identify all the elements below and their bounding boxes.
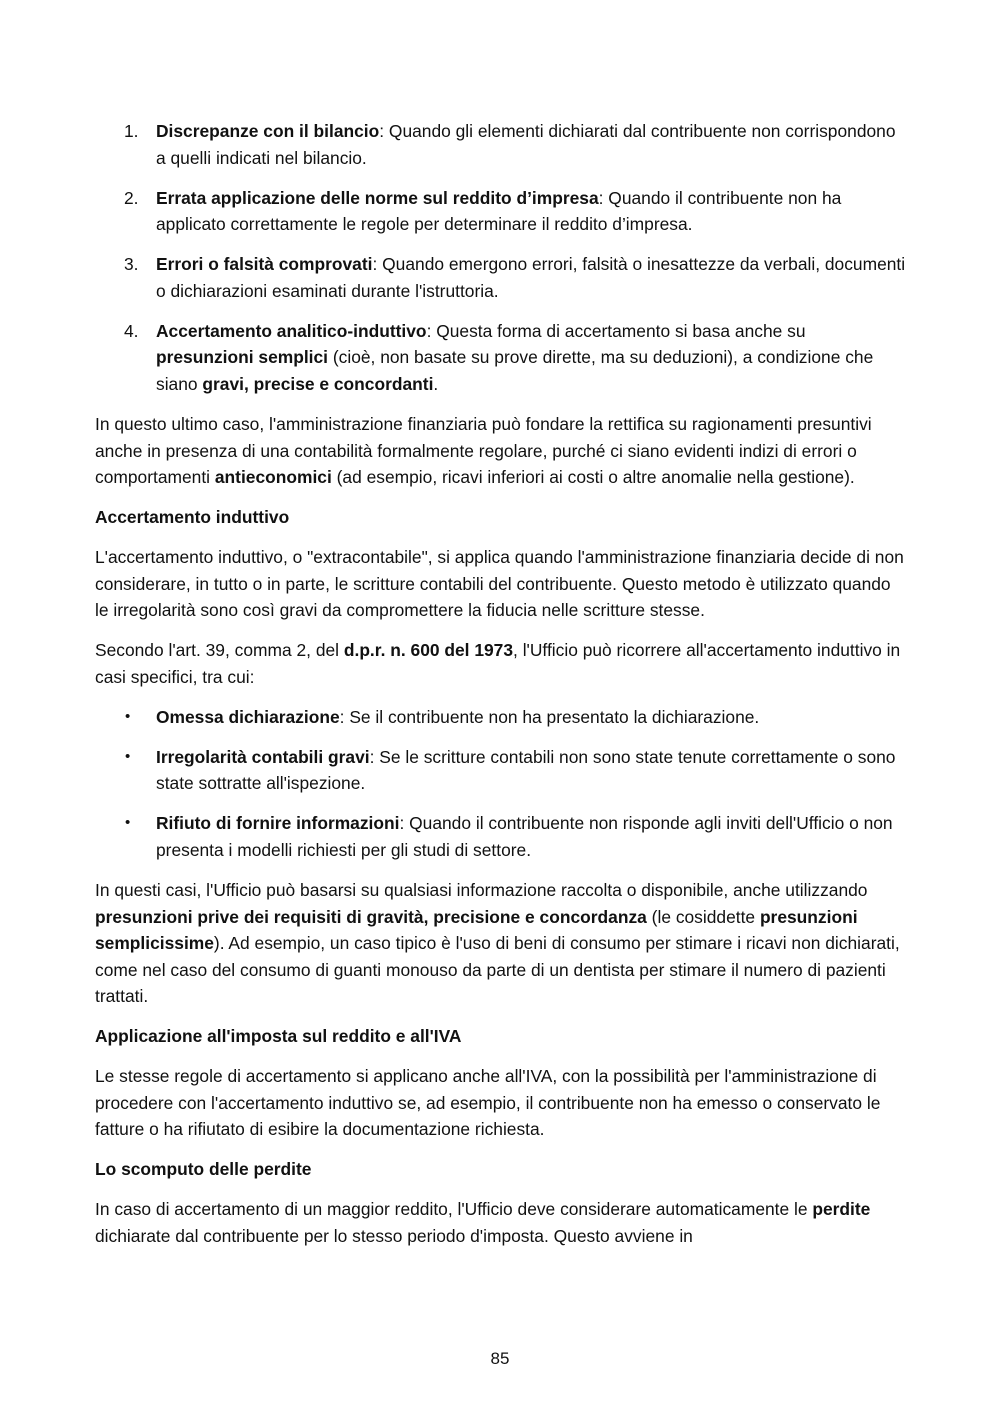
list-number: 1. (124, 121, 139, 141)
section-heading: Accertamento induttivo (95, 507, 290, 528)
text-run: ). Ad esempio, un caso tipico è l'uso di beni di consumo per stimare i ricavi non dichiarati, come nel caso del consumo di guanti monouso da parte di un dentista per stimare il numero di pazienti trattati. (95, 933, 900, 1007)
section-heading: Lo scomputo delle perdite (95, 1159, 312, 1180)
term-bold: perdite (812, 1199, 871, 1220)
document-page (95, 118, 907, 1263)
paragraph-induttivo: L'accertamento induttivo, o "extracontabile", si applica quando l'amministrazione finanziaria decide di non considerare, in tutto o in parte, le scritture contabili del contribuente. Questo metodo è utilizzato quando le irregolarità sono così gravi da compromettere la fiducia nelle scritture stesse. (95, 547, 904, 621)
list-number: 4. (124, 320, 139, 341)
item-text: : Quando il contribuente non risponde agli inviti dell'Ufficio o non presenta i modelli richiesti per gli studi di settore. (156, 813, 893, 860)
paragraph-iva: Le stesse regole di accertamento si applicano anche all'IVA, con la possibilità per l'amministrazione di procedere con l'accertamento induttivo se, ad esempio, il contribuente non ha emesso o conservato le fatture o ha rifiutato di esibire la documentazione richiesta. (95, 1066, 881, 1140)
paragraph-perdite (95, 1196, 907, 1249)
term-bold: Errata applicazione delle norme sul reddito d’impresa (156, 187, 599, 208)
term-bold: presunzioni prive dei requisiti di gravità, precisione e concordanza (95, 906, 647, 927)
bullet-list (95, 704, 907, 864)
term-bold: gravi, precise e concordanti (202, 373, 434, 394)
term-bold: Irregolarità contabili gravi (156, 746, 370, 767)
text-run: , l'Ufficio può ricorrere all'accertamento induttivo in casi specifici, tra cui: (95, 640, 901, 687)
item-text: : Quando il contribuente non ha applicato correttamente le regole per determinare il reddito d’impresa. (156, 187, 842, 235)
term-bold: Discrepanze con il bilancio (156, 121, 380, 141)
text-run: Secondo l'art. 39, comma 2, del (95, 640, 344, 661)
item-text: . (433, 373, 439, 394)
list-item (95, 318, 907, 398)
list-item (95, 810, 907, 863)
term-bold: presunzioni semplicissime (95, 906, 858, 954)
section-heading: Applicazione all'imposta sul reddito e all'IVA (95, 1026, 462, 1047)
item-text: : Questa forma di accertamento si basa anche su (426, 320, 806, 341)
paragraph-questi-casi (95, 877, 907, 1010)
numbered-list (95, 118, 907, 398)
text-run: In questo ultimo caso, l'amministrazione finanziaria può fondare la rettifica su ragionamenti presuntivi anche in presenza di una contabilità formalmente regolare, purché ci siano evidenti indizi di errori o comportamenti (95, 413, 872, 488)
page-number: 85 (490, 1349, 510, 1368)
text-run: dichiarate dal contribuente per lo stesso periodo d'imposta. Questo avviene in (95, 1226, 693, 1247)
paragraph-art39 (95, 637, 907, 690)
list-item (95, 704, 907, 731)
list-number: 3. (124, 254, 139, 275)
item-text: : Quando emergono errori, falsità o inesattezze da verbali, documenti o dichiarazioni esaminati durante l'istruttoria. (156, 254, 906, 301)
term-bold: Omessa dichiarazione (156, 706, 340, 727)
paragraph-last-case (95, 411, 907, 491)
item-text: : Se le scritture contabili non sono state tenute correttamente o sono state sottratte all'ispezione. (156, 746, 896, 794)
term-bold: Accertamento analitico-induttivo (156, 320, 427, 341)
term-bold: presunzioni semplici (156, 347, 329, 368)
item-text: : Se il contribuente non ha presentato la dichiarazione. (339, 706, 760, 727)
bullet-icon: • (125, 707, 131, 725)
term-bold: antieconomici (214, 467, 332, 488)
list-number: 2. (124, 187, 139, 208)
term-bold: Rifiuto di fornire informazioni (156, 813, 400, 834)
text-run: (le cosiddette (646, 906, 760, 927)
text-run: In questi casi, l'Ufficio può basarsi su qualsiasi informazione raccolta o disponibile, anche utilizzando (95, 879, 868, 900)
term-bold: Errori o falsità comprovati (156, 254, 373, 275)
item-text: : Quando gli elementi dichiarati dal contribuente non corrispondono a quelli indicati nel bilancio. (156, 121, 896, 168)
text-run: (ad esempio, ricavi inferiori ai costi o altre anomalie nella gestione). (331, 467, 855, 488)
bullet-icon: • (125, 814, 131, 832)
item-text: (cioè, non basate su prove dirette, ma su deduzioni), a condizione che siano (156, 347, 874, 394)
term-bold: d.p.r. n. 600 del 1973 (343, 640, 514, 661)
list-item (95, 185, 907, 238)
bullet-icon: • (125, 747, 131, 765)
list-item (95, 251, 907, 304)
list-item (95, 118, 907, 171)
list-item (95, 744, 907, 797)
text-run: In caso di accertamento di un maggior reddito, l'Ufficio deve considerare automaticamente le (95, 1199, 813, 1220)
